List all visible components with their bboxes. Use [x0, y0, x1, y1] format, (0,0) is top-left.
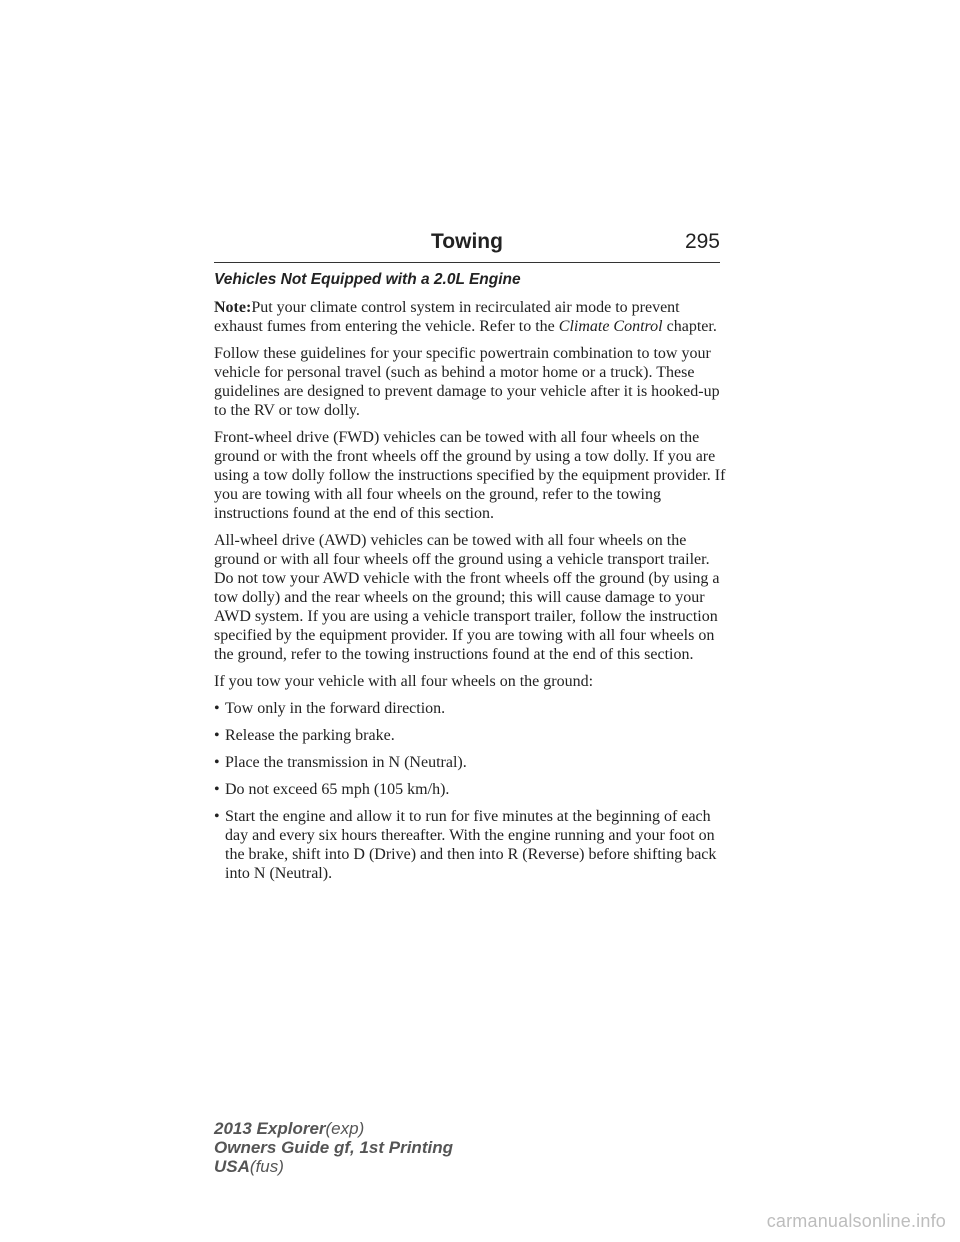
page-number: 295 — [684, 230, 720, 253]
bullet-icon: • — [214, 808, 220, 825]
list-item: • Do not exceed 65 mph (105 km/h). — [214, 781, 450, 798]
page-content — [214, 270, 726, 891]
towing-steps-list — [214, 699, 726, 883]
footer-line-model: 2013 Explorer(exp) — [214, 1119, 365, 1138]
bullet-icon: • — [214, 700, 220, 717]
print-footer — [214, 1119, 453, 1176]
footer-line-guide: Owners Guide gf, 1st Printing — [214, 1138, 453, 1157]
paragraph-fwd: Front-wheel drive (FWD) vehicles can be towed with all four wheels on the ground or with the front wheels off the ground by using a tow dolly. If you are using a tow dolly follow the instructions specified by the equipment provider. If you are towing with all four wheels on the ground, refer to the towing instructions found at the end of this section. — [214, 429, 726, 522]
list-item: • Start the engine and allow it to run for five minutes at the beginning of each day and every six hours thereafter. With the engine running and your foot on the brake, shift into D (Drive) and then into R (Reverse) before shifting back into N (Neutral). — [214, 808, 717, 882]
footer-line-market: USA(fus) — [214, 1157, 284, 1176]
note-text-after: chapter. — [666, 318, 717, 335]
bullet-icon: • — [214, 781, 220, 798]
note-label: Note: — [214, 299, 252, 316]
bullet-icon: • — [214, 727, 220, 744]
page-header — [214, 226, 720, 263]
list-item: • Place the transmission in N (Neutral). — [214, 754, 467, 771]
bullet-icon: • — [214, 754, 220, 771]
watermark: carmanualsonline.info — [766, 1211, 946, 1231]
chapter-title: Towing — [431, 230, 503, 253]
paragraph-guidelines: Follow these guidelines for your specific powertrain combination to tow your vehicle for personal travel (such as behind a motor home or a truck). These guidelines are designed to prevent damage to your vehicle after it is hooked-up to the RV or tow dolly. — [214, 345, 720, 419]
paragraph-awd: All-wheel drive (AWD) vehicles can be towed with all four wheels on the ground or with all four wheels off the ground using a vehicle transport trailer. Do not tow your AWD vehicle with the front wheels off the ground (by using a tow dolly) and the rear wheels on the ground; this will cause damage to your AWD system. If you are using a vehicle transport trailer, follow the instruction specified by the equipment provider. If you are towing with all four wheels on the ground, refer to the towing instructions found at the end of this section. — [214, 532, 720, 663]
paragraph-four-wheels-intro: If you tow your vehicle with all four wheels on the ground: — [214, 673, 594, 690]
note-paragraph — [214, 298, 726, 336]
list-item: • Release the parking brake. — [214, 727, 395, 744]
section-heading: Vehicles Not Equipped with a 2.0L Engine — [214, 271, 521, 288]
list-item: • Tow only in the forward direction. — [214, 700, 446, 717]
climate-control-reference: Climate Control — [558, 318, 663, 335]
note-text: Put your climate control system in recirculated air mode to prevent exhaust fumes from entering the vehicle. Refer to the — [214, 299, 680, 335]
